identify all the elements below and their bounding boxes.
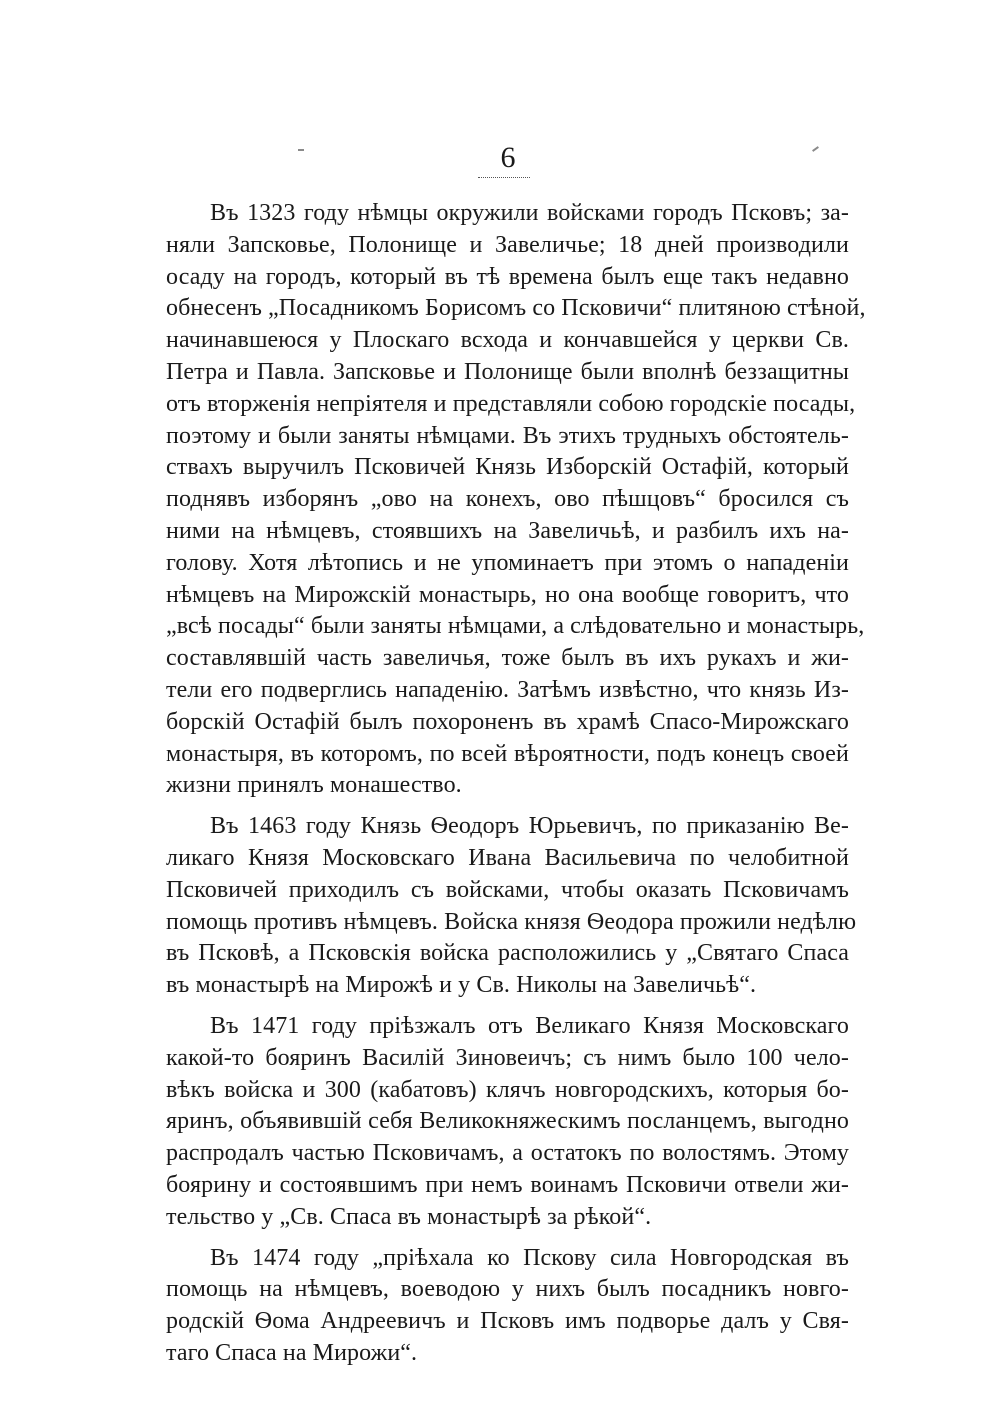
text-line: поднявъ изборянъ „ово на конехъ, ово пѣшцовъ“ бросился съ [166,486,849,513]
text-line: няли Запсковье, Полонище и Завеличье; 18 дней производили [166,231,849,258]
text-line: Въ 1323 году нѣмцы окружили войсками городъ Псковъ; за- [210,200,849,226]
text-line: ствахъ выручилъ Псковичей Князь Изборскій Остафій, который [166,454,849,481]
text-line: таго Спаса на Мирожи“. [166,1339,418,1366]
text-line: ними на нѣмцевъ, стоявшихъ на Завеличьѣ, и разбилъ ихъ на- [166,517,849,544]
paragraph [166,198,866,802]
paragraph [166,1011,849,1234]
scan-speck-left [298,149,304,151]
text-line: Псковичей приходилъ съ войсками, чтобы оказать Псковичамъ [166,876,849,903]
text-line: Въ 1463 году Князь Ѳеодоръ Юрьевичъ, по приказанію Ве- [210,813,849,840]
text-line: боярину и состоявшимъ при немъ воинамъ Псковичи отвели жи- [166,1171,849,1198]
text-line: отъ вторженія непріятеля и представляли собою городскіе посады, [166,390,856,417]
text-line: жизни принялъ монашество. [166,772,462,799]
text-line: въ Псковѣ, а Псковскія войска расположились у „Святаго Спаса [166,940,849,967]
text-line: монастыря, въ которомъ, по всей вѣроятности, подъ конецъ своей [166,740,849,767]
text-line: вѣкъ войска и 300 (кабатовъ) клячъ новгородскихъ, которыя бо- [166,1076,849,1103]
text-line: родскій Ѳома Андреевичъ и Псковъ имъ подворье далъ у Свя- [166,1308,849,1335]
body-text [166,198,866,1379]
text-line: тели его подверглись нападенію. Затѣмъ извѣстно, что князь Из- [166,676,849,703]
text-line: какой-то бояринъ Василій Зиновеичъ; съ нимъ было 100 чело- [166,1044,849,1071]
text-line: ликаго Князя Московскаго Ивана Васильевича по челобитной [166,844,849,871]
text-line: поэтому и были заняты нѣмцами. Въ этихъ трудныхъ обстоятель- [166,422,849,449]
text-line: яринъ, объявившій себя Великокняжескимъ посланцемъ, выгодно [166,1108,849,1135]
text-line: начинавшеюся у Плоскаго всхода и кончавшейся у церкви Св. [166,327,849,354]
text-line: борскій Остафій былъ похороненъ въ храмѣ Спасо-Мирожскаго [166,708,849,735]
text-line: Петра и Павла. Запсковье и Полонище были вполнѣ беззащитны [166,358,849,385]
text-line: Въ 1474 году „пріѣхала ко Пскову сила Новгородская въ [210,1244,849,1271]
text-line: помощь на нѣмцевъ, воеводою у нихъ былъ посадникъ новго- [166,1276,849,1303]
paragraph [166,811,857,1002]
text-line: нѣмцевъ на Мирожскій монастырь, но она вообще говоритъ, что [166,581,849,608]
paragraph [166,1243,849,1370]
page-number: 6 [500,141,516,174]
page-number-rule [478,177,530,178]
text-line: составлявшій часть завеличья, тоже былъ въ ихъ рукахъ и жи- [166,645,849,672]
text-line: обнесенъ „Посадникомъ Борисомъ со Псковичи“ плитяною стѣной, [166,295,866,322]
text-line: помощь противъ нѣмцевъ. Войска князя Ѳеодора прожили недѣлю [166,908,857,935]
text-line: Въ 1471 году пріѣзжалъ отъ Великаго Князя Московскаго [210,1012,849,1039]
text-line: „всѣ посады“ были заняты нѣмцами, а слѣдовательно и монастырь, [166,613,865,640]
text-line: тельство у „Св. Спаса въ монастырѣ за рѣкой“. [166,1203,652,1230]
text-line: осаду на городъ, который въ тѣ времена былъ еще такъ недавно [166,263,849,290]
text-line: голову. Хотя лѣтопись и не упоминаетъ при этомъ о нападеніи [166,549,849,576]
text-line: распродалъ частью Псковичамъ, а остатокъ по волостямъ. Этому [166,1140,849,1167]
text-line: въ монастырѣ на Мирожѣ и у Св. Николы на Завеличьѣ“. [166,972,757,999]
